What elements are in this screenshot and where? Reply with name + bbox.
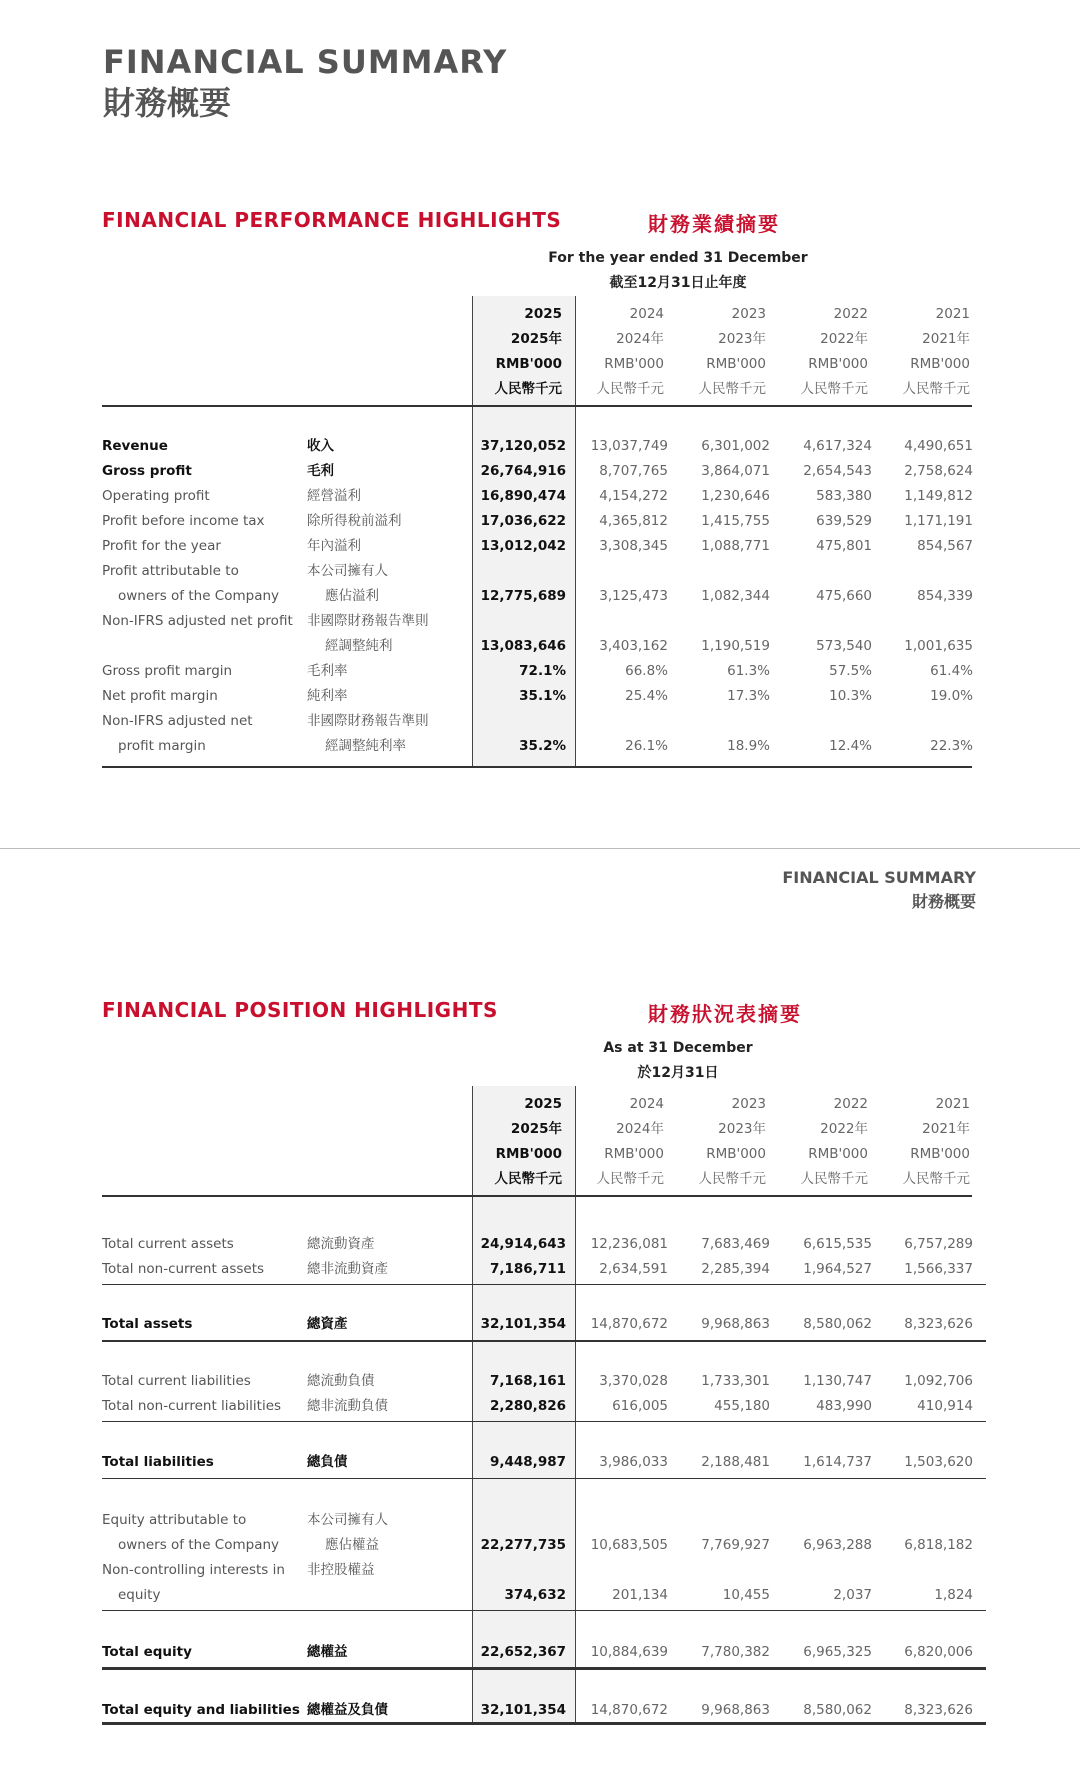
position-period-zh: 於12月31日 [637, 1065, 719, 1081]
value-2022: 1,964,527 [803, 1261, 872, 1277]
value-2022: 639,529 [816, 513, 872, 529]
value-2025: 7,168,161 [489, 1373, 566, 1389]
row-label-en: Profit attributable to [102, 563, 239, 579]
row-label-zh: 經調整純利 [325, 638, 393, 654]
value-2024: 4,365,812 [599, 513, 668, 529]
header-unit: RMB'000 [808, 356, 868, 372]
subtotal-rule [102, 1610, 986, 1611]
total-rule [102, 1478, 986, 1479]
value-2021: 8,323,626 [904, 1316, 973, 1332]
value-2021: 6,820,006 [904, 1644, 973, 1660]
value-2025: 7,186,711 [489, 1261, 566, 1277]
value-2024: 14,870,672 [590, 1316, 668, 1332]
value-2024: 201,134 [612, 1587, 668, 1603]
value-2025: 12,775,689 [480, 588, 566, 604]
value-2024: 25.4% [625, 688, 668, 704]
row-label-en: Profit before income tax [102, 513, 265, 529]
value-2022: 12.4% [829, 738, 872, 754]
value-2023: 2,285,394 [701, 1261, 770, 1277]
value-2023: 7,769,927 [701, 1537, 770, 1553]
value-2023: 1,733,301 [701, 1373, 770, 1389]
value-2023: 1,088,771 [701, 538, 770, 554]
total-rule [102, 1340, 986, 1342]
row-label-zh: 非控股權益 [307, 1562, 375, 1578]
row-label-zh: 經營溢利 [307, 488, 361, 504]
value-2021: 854,339 [917, 588, 973, 604]
total-rule [102, 1667, 986, 1670]
header-unit: RMB'000 [495, 1146, 562, 1162]
header-year-2025: 2025 [524, 1096, 562, 1112]
row-label-zh: 本公司擁有人 [307, 563, 388, 579]
value-2024: 12,236,081 [590, 1236, 668, 1252]
value-2023: 6,301,002 [701, 438, 770, 454]
header-unit-zh: 人民幣千元 [902, 1171, 970, 1187]
row-label-zh: 應佔溢利 [325, 588, 379, 604]
value-2023: 18.9% [727, 738, 770, 754]
value-2023: 61.3% [727, 663, 770, 679]
header-year-zh: 2022年 [820, 1121, 868, 1137]
value-2024: 8,707,765 [599, 463, 668, 479]
position-period-en: As at 31 December [603, 1040, 753, 1056]
header-unit-zh: 人民幣千元 [494, 381, 562, 397]
value-2022: 57.5% [829, 663, 872, 679]
subtotal-rule [102, 1421, 986, 1422]
header-year-2021: 2021 [935, 306, 970, 322]
value-2024: 10,683,505 [590, 1537, 668, 1553]
header-unit: RMB'000 [604, 356, 664, 372]
running-header [782, 866, 976, 914]
value-2024: 3,370,028 [599, 1373, 668, 1389]
value-2024: 3,125,473 [599, 588, 668, 604]
row-label-en: equity [118, 1587, 161, 1603]
value-2023: 17.3% [727, 688, 770, 704]
value-2021: 6,818,182 [904, 1537, 973, 1553]
row-label-en: owners of the Company [118, 1537, 280, 1553]
row-label-en: Gross profit margin [102, 663, 233, 679]
subtotal-rule [102, 1284, 986, 1285]
row-label-zh: 總資產 [307, 1316, 348, 1332]
performance-header-rule [102, 405, 972, 407]
value-2023: 1,415,755 [701, 513, 770, 529]
row-label-zh: 年內溢利 [307, 538, 361, 554]
value-2023: 9,968,863 [701, 1316, 770, 1332]
value-2024: 4,154,272 [599, 488, 668, 504]
value-2024: 13,037,749 [590, 438, 668, 454]
value-2025: 37,120,052 [480, 438, 566, 454]
header-year-zh: 2021年 [922, 1121, 970, 1137]
header-unit: RMB'000 [808, 1146, 868, 1162]
header-unit: RMB'000 [910, 356, 970, 372]
value-2022: 1,130,747 [803, 1373, 872, 1389]
grand-total-rule [102, 1722, 986, 1725]
header-year-zh: 2023年 [718, 1121, 766, 1137]
row-label-zh: 純利率 [307, 688, 348, 704]
header-unit: RMB'000 [604, 1146, 664, 1162]
value-2021: 1,566,337 [904, 1261, 973, 1277]
value-2025: 13,012,042 [480, 538, 566, 554]
row-label-zh: 經調整純利率 [325, 738, 406, 754]
header-year-2022: 2022 [833, 1096, 868, 1112]
header-year-2022: 2022 [833, 306, 868, 322]
performance-bottom-rule [102, 766, 972, 768]
value-2021: 19.0% [930, 688, 973, 704]
row-label-en: Total non-current liabilities [102, 1398, 282, 1414]
performance-period-en: For the year ended 31 December [548, 250, 808, 266]
value-2024: 3,308,345 [599, 538, 668, 554]
value-2024: 3,403,162 [599, 638, 668, 654]
value-2025: 22,277,735 [480, 1537, 566, 1553]
performance-title-zh: 財務業績摘要 [648, 212, 780, 236]
header-year-zh: 2022年 [820, 331, 868, 347]
value-2025: 32,101,354 [480, 1316, 566, 1332]
header-unit-zh: 人民幣千元 [494, 1171, 562, 1187]
page-divider [0, 848, 1080, 849]
row-label-zh: 應佔權益 [325, 1537, 379, 1553]
header-unit: RMB'000 [910, 1146, 970, 1162]
running-header-zh: 財務概要 [911, 892, 976, 911]
value-2021: 1,824 [934, 1587, 973, 1603]
row-label-en: Operating profit [102, 488, 210, 504]
value-2024: 26.1% [625, 738, 668, 754]
value-2023: 1,230,646 [701, 488, 770, 504]
header-year-zh: 2024年 [616, 1121, 664, 1137]
row-label-en: Total assets [102, 1316, 193, 1332]
row-label-en: Total equity and liabilities [102, 1702, 300, 1718]
header-unit-zh: 人民幣千元 [698, 381, 766, 397]
value-2021: 4,490,651 [904, 438, 973, 454]
value-2024: 2,634,591 [599, 1261, 668, 1277]
value-2024: 10,884,639 [590, 1644, 668, 1660]
value-2021: 22.3% [930, 738, 973, 754]
header-unit-zh: 人民幣千元 [596, 1171, 664, 1187]
row-label-zh: 總非流動負債 [307, 1398, 388, 1414]
header-year-2024: 2024 [629, 306, 664, 322]
value-2024: 616,005 [612, 1398, 668, 1414]
value-2021: 1,149,812 [904, 488, 973, 504]
value-2022: 573,540 [816, 638, 872, 654]
running-header-en: FINANCIAL SUMMARY [782, 868, 976, 887]
value-2022: 483,990 [816, 1398, 872, 1414]
value-2022: 1,614,737 [803, 1454, 872, 1470]
row-label-zh: 本公司擁有人 [307, 1512, 388, 1528]
value-2022: 10.3% [829, 688, 872, 704]
row-label-en: Gross profit [102, 463, 192, 479]
value-2023: 10,455 [722, 1587, 770, 1603]
row-label-zh: 毛利 [307, 463, 334, 479]
value-2023: 7,780,382 [701, 1644, 770, 1660]
value-2023: 1,082,344 [701, 588, 770, 604]
header-year-2025: 2025 [524, 306, 562, 322]
header-unit-zh: 人民幣千元 [800, 1171, 868, 1187]
value-2023: 7,683,469 [701, 1236, 770, 1252]
row-label-zh: 總流動負債 [307, 1373, 375, 1389]
value-2021: 8,323,626 [904, 1702, 973, 1718]
position-title-zh: 財務狀況表摘要 [648, 1002, 802, 1026]
value-2025: 17,036,622 [480, 513, 566, 529]
header-year-2023: 2023 [731, 1096, 766, 1112]
row-label-zh: 總非流動資產 [307, 1261, 388, 1277]
value-2022: 2,037 [833, 1587, 872, 1603]
value-2025: 13,083,646 [480, 638, 566, 654]
value-2023: 2,188,481 [701, 1454, 770, 1470]
header-unit-zh: 人民幣千元 [800, 381, 868, 397]
header-year-zh: 2025年 [510, 331, 562, 347]
value-2025: 9,448,987 [489, 1454, 566, 1470]
row-label-zh: 總權益及負債 [307, 1702, 388, 1718]
value-2025: 2,280,826 [489, 1398, 566, 1414]
performance-period-zh: 截至12月31日止年度 [609, 275, 747, 291]
position-header-rule [102, 1195, 972, 1197]
value-2025: 32,101,354 [480, 1702, 566, 1718]
value-2025: 374,632 [504, 1587, 566, 1603]
value-2023: 455,180 [714, 1398, 770, 1414]
header-year-zh: 2025年 [510, 1121, 562, 1137]
row-label-en: owners of the Company [118, 588, 280, 604]
value-2021: 1,503,620 [904, 1454, 973, 1470]
value-2021: 1,001,635 [904, 638, 973, 654]
value-2025: 22,652,367 [480, 1644, 566, 1660]
row-label-zh: 毛利率 [307, 663, 348, 679]
value-2022: 6,615,535 [803, 1236, 872, 1252]
row-label-en: Net profit margin [102, 688, 218, 704]
row-label-zh: 收入 [307, 438, 334, 454]
value-2025: 26,764,916 [480, 463, 566, 479]
value-2024: 66.8% [625, 663, 668, 679]
value-2021: 1,171,191 [904, 513, 973, 529]
row-label-zh: 非國際財務報告準則 [307, 713, 429, 729]
value-2023: 1,190,519 [701, 638, 770, 654]
row-label-zh: 總流動資產 [307, 1236, 375, 1252]
header-unit-zh: 人民幣千元 [596, 381, 664, 397]
row-label-zh: 總權益 [307, 1644, 348, 1660]
value-2022: 475,660 [816, 588, 872, 604]
page-title [103, 42, 507, 124]
header-year-zh: 2021年 [922, 331, 970, 347]
value-2024: 14,870,672 [590, 1702, 668, 1718]
value-2022: 2,654,543 [803, 463, 872, 479]
value-2022: 583,380 [816, 488, 872, 504]
position-title-en: FINANCIAL POSITION HIGHLIGHTS [102, 998, 498, 1022]
position-period [478, 1036, 878, 1086]
header-unit-zh: 人民幣千元 [698, 1171, 766, 1187]
header-year-zh: 2024年 [616, 331, 664, 347]
header-unit-zh: 人民幣千元 [902, 381, 970, 397]
value-2021: 61.4% [930, 663, 973, 679]
page-title-en: FINANCIAL SUMMARY [103, 43, 508, 81]
value-2025: 16,890,474 [480, 488, 566, 504]
header-year-2021: 2021 [935, 1096, 970, 1112]
row-label-en: profit margin [118, 738, 206, 754]
row-label-en: Total non-current assets [102, 1261, 265, 1277]
row-label-en: Revenue [102, 438, 168, 454]
value-2023: 9,968,863 [701, 1702, 770, 1718]
value-2021: 1,092,706 [904, 1373, 973, 1389]
value-2025: 72.1% [519, 663, 566, 679]
row-label-zh: 非國際財務報告準則 [307, 613, 429, 629]
value-2023: 3,864,071 [701, 463, 770, 479]
row-label-en: Total liabilities [102, 1454, 214, 1470]
row-label-zh: 除所得稅前溢利 [307, 513, 402, 529]
value-2021: 2,758,624 [904, 463, 973, 479]
value-2025: 35.2% [519, 738, 566, 754]
row-label-en: Total current liabilities [102, 1373, 251, 1389]
value-2022: 4,617,324 [803, 438, 872, 454]
header-unit: RMB'000 [495, 356, 562, 372]
performance-period [478, 246, 878, 296]
value-2025: 35.1% [519, 688, 566, 704]
header-year-zh: 2023年 [718, 331, 766, 347]
row-label-en: Non-controlling interests in [102, 1562, 285, 1578]
row-label-en: Non-IFRS adjusted net profit [102, 613, 293, 629]
page-title-zh: 財務概要 [103, 84, 232, 122]
value-2022: 6,965,325 [803, 1644, 872, 1660]
value-2022: 8,580,062 [803, 1702, 872, 1718]
performance-title-en: FINANCIAL PERFORMANCE HIGHLIGHTS [102, 208, 562, 232]
row-label-en: Equity attributable to [102, 1512, 247, 1528]
row-label-zh: 總負債 [307, 1454, 348, 1470]
row-label-en: Total current assets [102, 1236, 234, 1252]
value-2022: 6,963,288 [803, 1537, 872, 1553]
value-2022: 475,801 [816, 538, 872, 554]
value-2025: 24,914,643 [480, 1236, 566, 1252]
header-unit: RMB'000 [706, 356, 766, 372]
value-2021: 854,567 [917, 538, 973, 554]
value-2024: 3,986,033 [599, 1454, 668, 1470]
header-unit: RMB'000 [706, 1146, 766, 1162]
value-2022: 8,580,062 [803, 1316, 872, 1332]
row-label-en: Non-IFRS adjusted net [102, 713, 253, 729]
value-2021: 6,757,289 [904, 1236, 973, 1252]
header-year-2023: 2023 [731, 306, 766, 322]
value-2021: 410,914 [917, 1398, 973, 1414]
header-year-2024: 2024 [629, 1096, 664, 1112]
row-label-en: Profit for the year [102, 538, 221, 554]
row-label-en: Total equity [102, 1644, 192, 1660]
